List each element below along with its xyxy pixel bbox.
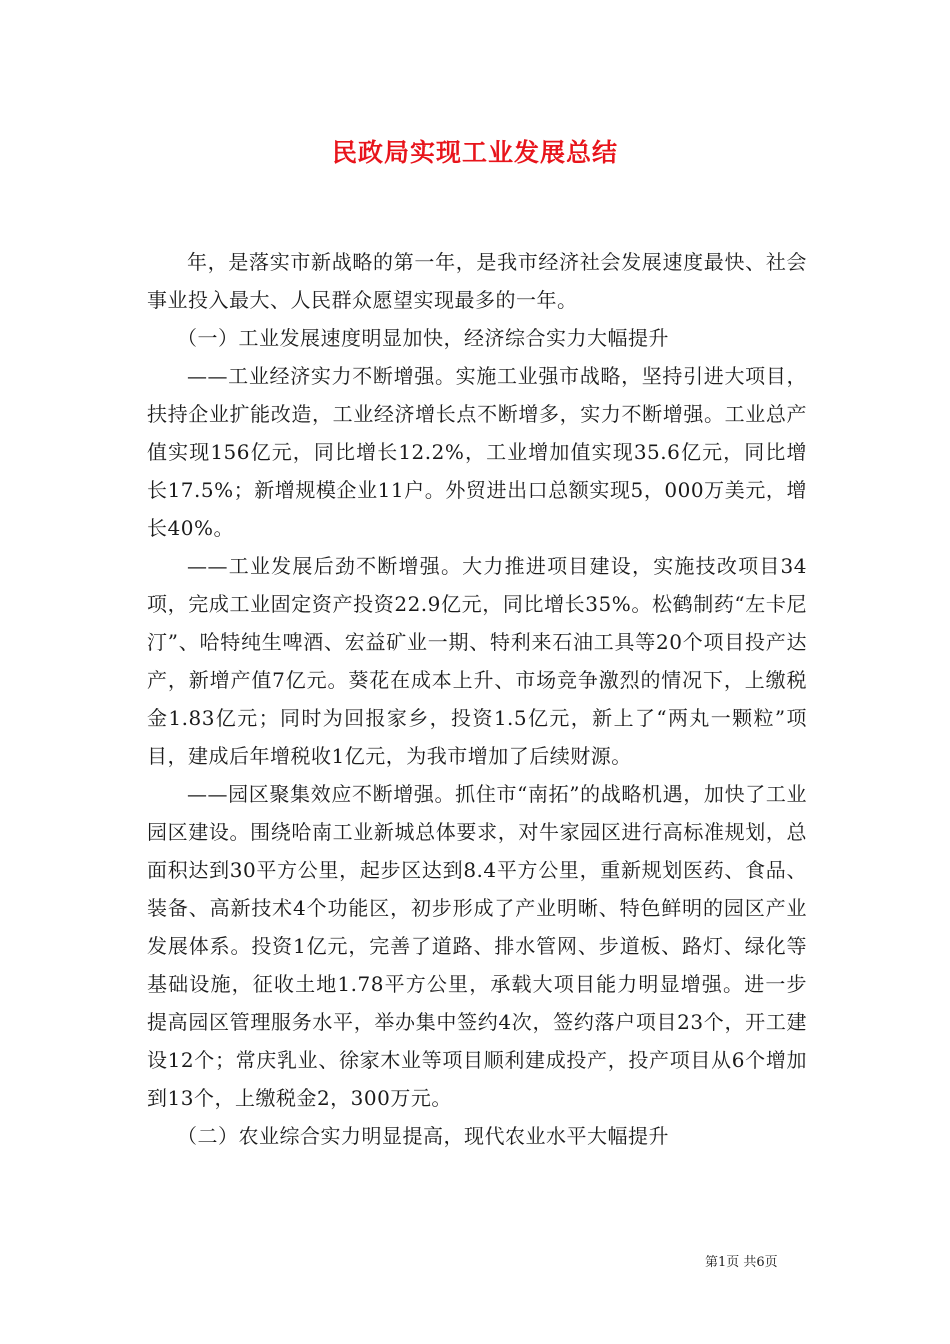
document-title: 民政局实现工业发展总结 (331, 138, 618, 167)
section-heading-1: （一）工业发展速度明显加快，经济综合实力大幅提升 (177, 326, 669, 350)
paragraph-development-momentum: ——工业发展后劲不断增强。大力推进项目建设，实施技改项目34项，完成工业固定资产投资22.9亿元，同比增长35%。松鹤制药“左卡尼汀”、哈特纯生啤酒、宏益矿业一期、特利来石油工具等20个项目投产达产，新增产值7亿元。葵花在成本上升、市场竞争激烈的情况下，上缴税金1.83亿元；同时为回报家乡，投资1.5亿元，新上了“两丸一颗粒”项目，建成后年增税收1亿元，为我市增加了后续财源。 (147, 554, 807, 768)
section-heading-2: （二）农业综合实力明显提高，现代农业水平大幅提升 (177, 1124, 669, 1148)
paragraph-park-cluster: ——园区聚集效应不断增强。抓住市“南拓”的战略机遇，加快了工业园区建设。围绕哈南工业新城总体要求，对牛家园区进行高标准规划，总面积达到30平方公里，起步区达到8.4平方公里，重新规划医药、食品、装备、高新技术4个功能区，初步形成了产业明晰、特色鲜明的园区产业发展体系。投资1亿元，完善了道路、排水管网、步道板、路灯、绿化等基础设施，征收土地1.78平方公里，承载大项目能力明显增强。进一步提高园区管理服务水平，举办集中签约4次，签约落户项目23个，开工建设12个；常庆乳业、徐家木业等项目顺利建成投产，投产项目从6个增加到13个，上缴税金2，300万元。 (147, 782, 807, 1110)
document-body (147, 243, 807, 1155)
page-number: 第1页 共6页 (705, 1255, 778, 1270)
paragraph-industrial-strength: ——工业经济实力不断增强。实施工业强市战略，坚持引进大项目，扶持企业扩能改造，工业经济增长点不断增多，实力不断增强。工业总产值实现156亿元，同比增长12.2%，工业增加值实现35.6亿元，同比增长17.5%；新增规模企业11户。外贸进出口总额实现5，000万美元，增长40%。 (147, 364, 807, 540)
paragraph-intro: 年，是落实市新战略的第一年，是我市经济社会发展速度最快、社会事业投入最大、人民群众愿望实现最多的一年。 (147, 250, 807, 312)
